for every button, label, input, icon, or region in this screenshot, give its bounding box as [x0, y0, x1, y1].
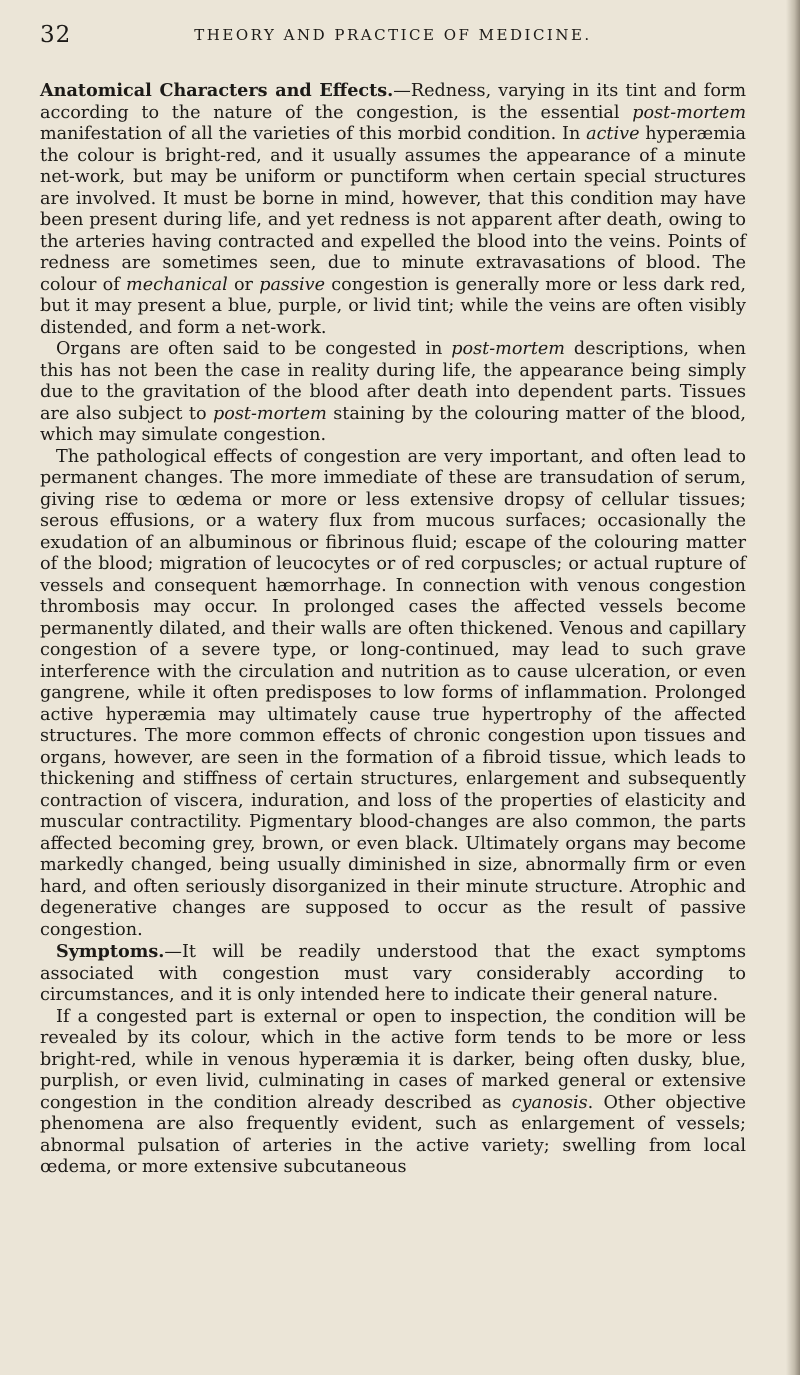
text-run: —It will be readily understood that the exact symptoms associated with congestion must vary considerably according to circumstances, and it is only intended here to indicate their general nature.	[40, 942, 746, 1005]
text-run: manifestation of all the varieties of this morbid condition. In	[40, 124, 587, 144]
italic-term: passive	[259, 274, 326, 295]
symptoms-paragraph-2	[40, 1007, 746, 1179]
anatomical-paragraph-1	[40, 80, 746, 339]
page-edge-shadow	[786, 0, 800, 1375]
anatomical-paragraph-2	[40, 339, 746, 447]
text-run: Organs are often said to be congested in	[56, 339, 452, 359]
body-text	[40, 80, 746, 1179]
italic-term: post-mortem	[451, 339, 565, 359]
text-run: —Redness, varying in its tint and form according to the nature of the congestion, is the essential	[40, 81, 746, 123]
anatomical-paragraph-3	[40, 447, 746, 942]
running-title: THEORY AND PRACTICE OF MEDICINE.	[194, 26, 592, 44]
italic-term: mechanical	[126, 274, 228, 295]
text-run: hyperæmia the colour is bright-red, and it usually assumes the appearance of a minute net-work, but may be uniform or punctiform when certain special structures are involved. It must be borne in mind, however, that this condition may have been present during life, and yet redness is not apparent after death, owing to the arteries having contracted and expelled the blood into the veins. Points of redness are sometimes seen, due to minute extravasations of blood. The colour of	[40, 124, 746, 295]
text-run: The pathological effects of congestion are very important, and often lead to permanent changes. The more immediate of these are transudation of serum, giving rise to œdema or more or less extensive dropsy of cellular tissues; serous effusions, or a watery flux from mucous surfaces; occasionally the exudation of an albuminous or fibrinous fluid; escape of the colouring matter of the blood; migration of leucocytes or of red corpuscles; or actual rupture of vessels and consequent hæmorrhage. In connection with venous congestion thrombosis may occur. In prolonged cases the affected vessels become permanently dilated, and their walls are often thickened. Venous and capillary congestion of a severe type, or long-continued, may lead to such grave interference with the circulation and nutrition as to cause ulceration, or even gangrene, while it often predisposes to low forms of inflammation. Prolonged active hyperæmia may ultimately cause true hypertrophy of the affected structures. The more common effects of chronic congestion upon tissues and organs, however, are seen in the formation of a fibroid tissue, which leads to thickening and stiffness of certain structures, enlargement and subsequently contraction of viscera, induration, and loss of the properties of elasticity and muscular contractility. Pigmentary blood-changes are also common, the parts affected becoming grey, brown, or even black. Ultimately organs may become markedly changed, being usually diminished in size, abnormally firm or even hard, and often seriously disorganized in their minute structure. Atrophic and degenerative changes are supposed to occur as the result of passive congestion.	[40, 446, 746, 940]
page-number: 32	[40, 22, 72, 48]
italic-term: post-mortem	[632, 102, 746, 123]
text-run: descriptions, when this has not been the case in reality during life, the appearance being simply due to the gravitation of the blood after death into dependent parts. Tissues are also subject to	[40, 339, 746, 424]
text-run: congestion is generally more or less dark red, but it may present a blue, purple, or livid tint; while the veins are often visibly distended, and form a net-work.	[40, 274, 746, 338]
italic-term: cyanosis	[511, 1092, 588, 1113]
text-run: If a congested part is external or open to inspection, the condition will be revealed by its colour, which in the active form tends to be more or less bright-red, while in venous hyperæmia it is darker, being often dusky, blue, purplish, or even livid, culminating in cases of marked general or extensive congestion in the condition already described as	[40, 1006, 746, 1113]
section-heading-anatomical: Anatomical Characters and Effects.	[40, 80, 394, 101]
symptoms-paragraph-1	[40, 941, 746, 1007]
italic-term: active	[586, 124, 640, 144]
text-run: . Other objective phenomena are also frequently evident, such as enlargement of vessels; abnormal pulsation of arteries in the active variety; swelling from local œdema, or more extensive subcutaneous	[40, 1092, 746, 1177]
section-heading-symptoms: Symptoms.	[56, 941, 165, 962]
page-header	[40, 22, 746, 52]
text-run: or	[227, 274, 260, 295]
text-run: staining by the colouring matter of the blood, which may simulate congestion.	[40, 403, 746, 445]
italic-term: post-mortem	[213, 403, 327, 424]
